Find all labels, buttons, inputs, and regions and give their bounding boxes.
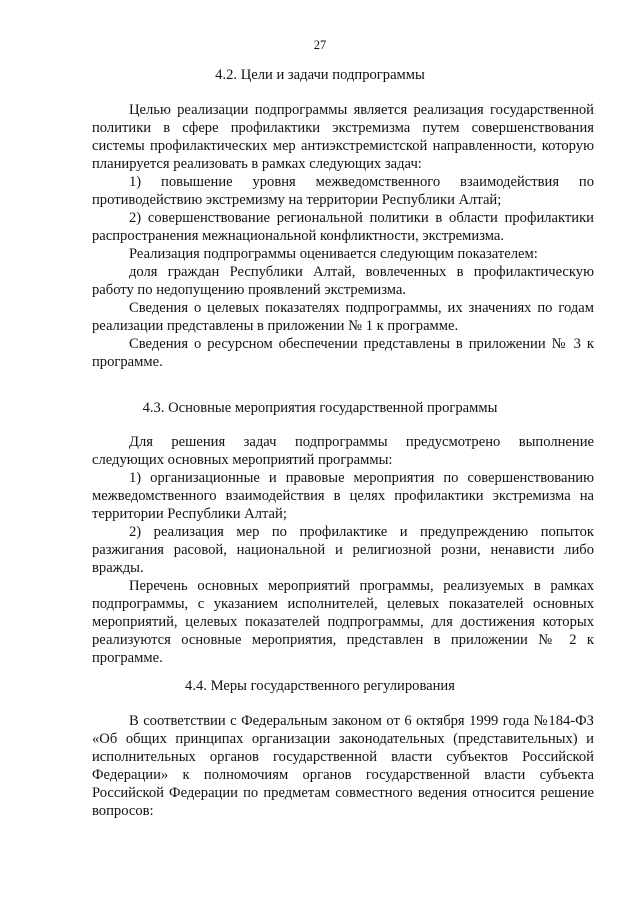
page-number: 27 [313, 38, 327, 52]
paragraph: Реализация подпрограммы оценивается следующим показателем: [129, 246, 538, 262]
paragraph: Сведения о ресурсном обеспечении представлены в приложении № 3 к программе. [92, 336, 594, 370]
paragraph: 2) реализация мер по профилактике и предупреждению попыток разжигания расовой, национальной и религиозной розни, ненависти либо вражды. [92, 524, 594, 576]
paragraph: доля граждан Республики Алтай, вовлеченных в профилактическую работу по недопущению проявлений экстремизма. [92, 264, 594, 298]
paragraph: Перечень основных мероприятий программы, реализуемых в рамках подпрограммы, с указанием исполнителей, целевых показателей основных мероприятий, целевых показателей подпрограммы, для достижения которых реализуются основные мероприятия, представлен в приложении № 2 к программе. [92, 578, 594, 666]
section-4-2-body [92, 101, 594, 371]
paragraph: 1) организационные и правовые мероприятия по совершенствованию межведомственного взаимодействия в целях профилактики экстремизма на территории Республики Алтай; [92, 470, 594, 522]
section-4-3-body [92, 433, 594, 667]
heading-4-2: 4.2. Цели и задачи подпрограммы [215, 67, 425, 83]
paragraph: Сведения о целевых показателях подпрограммы, их значениях по годам реализации представлены в приложении № 1 к программе. [92, 300, 594, 334]
heading-4-4: 4.4. Меры государственного регулирования [185, 678, 455, 694]
heading-4-3: 4.3. Основные мероприятия государственной программы [142, 400, 498, 416]
paragraph: Для решения задач подпрограммы предусмотрено выполнение следующих основных мероприятий программы: [92, 434, 594, 468]
paragraph: В соответствии с Федеральным законом от 6 октября 1999 года №184-ФЗ «Об общих принципах организации законодательных (представительных) и исполнительных органов государственной власти субъектов Российской Федерации» к полномочиям органов государственной власти субъекта Российской Федерации по предметам совместного ведения относится решение вопросов: [92, 713, 594, 819]
paragraph: 1) повышение уровня межведомственного взаимодействия по противодействию экстремизму на территории Республики Алтай; [92, 174, 594, 208]
paragraph: Целью реализации подпрограммы является реализация государственной политики в сфере профилактики экстремизма путем совершенствования системы профилактических мер антиэкстремистской направленности, которую планируется реализовать в рамках следующих задач: [92, 102, 594, 172]
section-4-4-body [92, 712, 594, 820]
paragraph: 2) совершенствование региональной политики в области профилактики распространения межнациональной конфликтности, экстремизма. [92, 210, 594, 244]
